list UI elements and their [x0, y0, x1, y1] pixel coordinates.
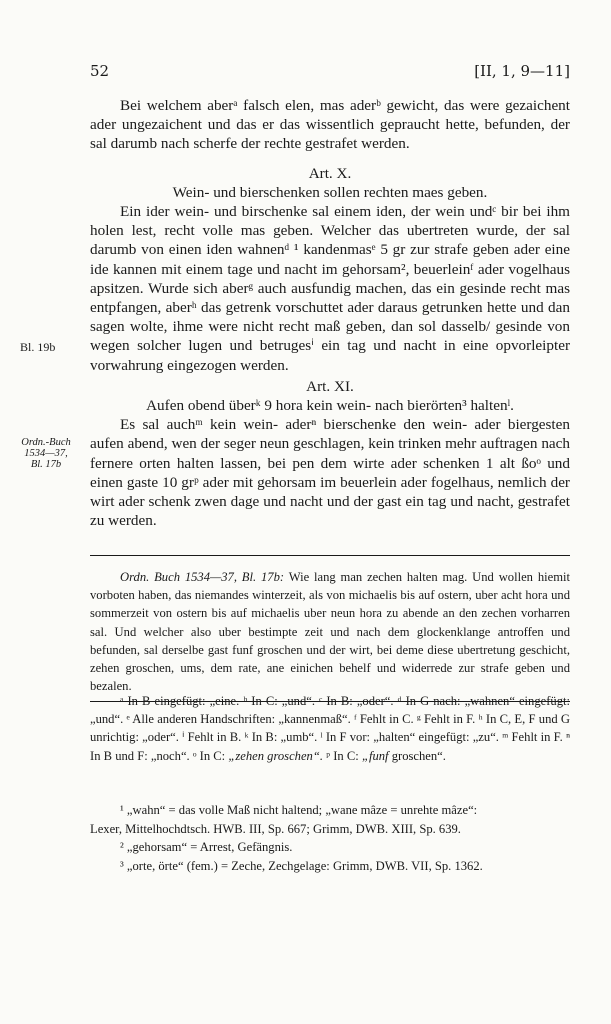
main-text [90, 96, 570, 530]
art-10-body: Ein ider wein- und birschenke sal einem iden, der wein undᶜ bir bei ihm holen lest, recht volle mas geben. Welcher das ubertreten wurde, der sal darumb von einen iden wahnenᵈ ¹ kandenmasᵉ 5 gr zur strafe geben ader eine ide kannen mit einem tage und nacht im gehorsam², beuerleinᶠ ader vogelhaus apsitzen. Wurde sich aberᵍ auch ausfundig machen, das ein gesinde recht mas entpfangen, aberʰ das getrenk vorschuttet ader daraus getrunken hette und dan sagen wolte, ihme were nicht recht maß geben, dan sol dasselb/ gesinde von wegen solcher lugen und betrugesⁱ ein tag und nacht in eine opvorleipter vorwahrung eingezogen werden. [90, 203, 570, 374]
variant-note-n: ⁿ In B und F: „noch“. [90, 730, 571, 763]
variant-note-a: ᵃ In B eingefügt: „eine. [120, 694, 240, 708]
quote-source: Ordn. Buch 1534—37, Bl. 17b: [120, 570, 285, 584]
footnotes [90, 801, 570, 875]
variant-notes [90, 692, 570, 765]
variant-note-b: ᵇ In C: „und“. [243, 694, 316, 708]
variant-note-f: ᶠ Fehlt in C. [354, 712, 414, 727]
art-11-body: Es sal auchᵐ kein wein- aderⁿ bierschenke den wein- ader biergesten aufen abend, wen der seger neun geschlagen, kein trinken mehr auftragen nach fernere orten halten lassen, bei pen dem wirte ader schenken 1 alt ßoᵒ und einen gaste 10 grᵖ ader mit gehorsam im beuerlein ader fogelhaus, nemlich der wirt ader schenk zwen dage und nacht und der gast ein tag und nacht, gestrafet zu werden. [90, 416, 570, 530]
quote-text: Wie lang man zechen halten mag. Und wollen hiemit vorboten haben, das niemandes winterzeit, als von michaelis bis auf ostern, uber acht hora und sommerzeit von ostern bis auf michaelis uber neun hora zu abende an den zechen vorharren sal. Und welcher also uber bestimpte zeit und nach dem glockenklange antroffen und befunden, sal derselbe gast funf groschen und der wirt, bei deme diese ubertretung geschicht, zehen groschen, ums, dem rate, ane einichen behelf und widerrede zur strafe geben und bezalen. [90, 570, 570, 694]
footnote-1b: Lexer, Mittelhochdtsch. HWB. III, Sp. 667; Grimm, DWB. XIII, Sp. 639. [90, 821, 461, 836]
margin-note-ordn-buch [16, 437, 76, 470]
running-header [90, 62, 570, 86]
margin-note-line-1: Ordn.-Buch [21, 437, 71, 448]
footnote-2: ² „gehorsam“ = Arrest, Gefängnis. [120, 840, 293, 855]
variant-note-l: ˡ In F vor: „halten“ eingefügt: „zu“. [320, 730, 499, 745]
variant-note-e: ᵉ Alle anderen Handschriften: „kannenmaß“. [126, 712, 351, 727]
source-quote-box [90, 555, 570, 702]
variant-note-h: ʰ In C, E, F und G unrichtig: „oder“. [90, 712, 571, 745]
footnote-3: ³ „orte, örte“ (fem.) = Zeche, Zechgelage: Grimm, DWB. VII, Sp. 1362. [120, 858, 483, 873]
variant-note-o: ᵒ In C: „zehen groschen“. [192, 748, 324, 763]
art-10-heading: Art. X. [308, 164, 352, 182]
source-quote [90, 556, 570, 701]
footnote-1a: ¹ „wahn“ = das volle Maß nicht haltend; „wane mâze = unrehte mâze“: [120, 803, 478, 817]
variant-note-m: ᵐ Fehlt in F. [502, 730, 563, 745]
section-reference: [II, 1, 9—11] [474, 62, 570, 80]
variant-note-g: ᵍ Fehlt in F. [416, 712, 476, 727]
variant-note-k: ᵏ In B: „umb“. [244, 730, 318, 745]
variant-note-i: ⁱ Fehlt in B. [182, 730, 242, 745]
margin-note-line-2: 1534—37, [24, 448, 68, 459]
margin-note-line-3: Bl. 17b [30, 459, 62, 470]
variant-note-d: ᵈ In G nach: „wahnen“ eingefügt: „und“. [90, 694, 571, 727]
art-11-heading: Art. XI. [306, 377, 354, 395]
intro-paragraph: Bei welchem aberᵃ falsch elen, mas aderᵇ gewicht, das were gezaichent ader ungezaichent und das er das wissentlich gepraucht hette, befunden, der sal darumb nach scherfe der rechte gestrafet werden. [90, 97, 570, 153]
page-number: 52 [90, 62, 110, 80]
art-11-subtitle: Aufen obend überᵏ 9 hora kein wein- nach bierörten³ haltenˡ. [146, 397, 514, 415]
variant-note-c: ᶜ In B: „oder“. [319, 694, 394, 708]
variant-note-p: ᵖ In C: „funf groschen“. [326, 748, 446, 763]
margin-note-bl19b: Bl. 19b [20, 340, 56, 354]
art-10-subtitle: Wein- und bierschenken sollen rechten maes geben. [172, 183, 488, 201]
